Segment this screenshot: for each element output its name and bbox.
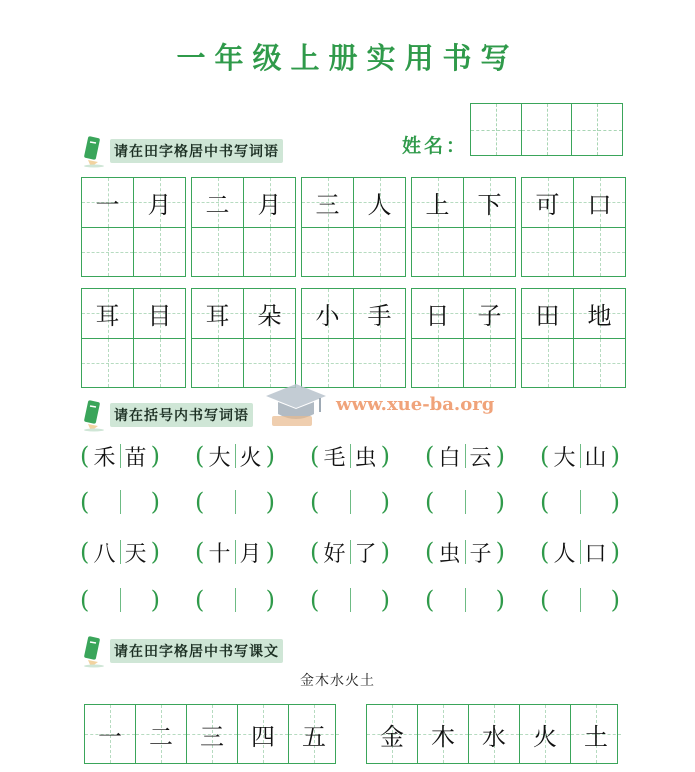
- close-paren: ): [495, 538, 505, 566]
- grid-character: 子: [477, 301, 502, 330]
- grid-character: 五: [302, 722, 326, 751]
- grid-cell: [353, 178, 405, 227]
- paren-blank[interactable]: [195, 584, 275, 616]
- word-box-writing-row[interactable]: [412, 227, 515, 277]
- word-box-printed-row: [412, 289, 515, 338]
- grid-cell[interactable]: [192, 228, 243, 277]
- word-box-printed-row: [302, 289, 405, 338]
- grid-cell: [186, 705, 237, 763]
- paren-word: [310, 536, 390, 568]
- grid-cell[interactable]: [192, 339, 243, 388]
- paren-content: [90, 537, 151, 568]
- grid-cell[interactable]: [133, 228, 185, 277]
- writing-strip-left: [84, 704, 336, 764]
- paren-word: [425, 440, 505, 472]
- paren-word: [80, 536, 160, 568]
- paren-content[interactable]: [435, 588, 496, 612]
- grid-cell: [135, 705, 186, 763]
- paren-blank-row-1: [80, 486, 620, 518]
- word-box: [81, 177, 186, 277]
- section-header-2: [82, 398, 253, 432]
- grid-cell[interactable]: [243, 228, 295, 277]
- paren-row-1: [80, 440, 620, 472]
- grid-cell[interactable]: [522, 339, 573, 388]
- word-box-row-1: [81, 177, 626, 277]
- grid-character: 木: [431, 722, 455, 751]
- word-box: [301, 177, 406, 277]
- paren-character: 山: [584, 445, 607, 471]
- word-box-writing-row[interactable]: [82, 338, 185, 388]
- grid-character: 耳: [95, 301, 120, 330]
- grid-cell: [85, 705, 135, 763]
- char-divider: [120, 588, 121, 612]
- paren-word: [540, 440, 620, 472]
- open-paren: (: [80, 442, 90, 470]
- close-paren: ): [150, 586, 160, 614]
- grid-character: 三: [200, 722, 224, 751]
- grid-character: 金: [380, 722, 404, 751]
- grid-character: 小: [315, 301, 340, 330]
- word-box-printed-row: [522, 178, 625, 227]
- word-box-printed-row: [412, 178, 515, 227]
- graduation-cap-icon: [264, 378, 328, 430]
- paren-content[interactable]: [90, 588, 151, 612]
- paren-word: [310, 440, 390, 472]
- paren-character: 口: [584, 541, 607, 567]
- word-box-writing-row[interactable]: [522, 227, 625, 277]
- open-paren: (: [195, 488, 205, 516]
- grid-character: 人: [367, 190, 392, 219]
- grid-cell: [288, 705, 339, 763]
- open-paren: (: [310, 538, 320, 566]
- word-box-printed-row: [82, 289, 185, 338]
- grid-character: 土: [584, 722, 608, 751]
- grid-cell: [417, 705, 468, 763]
- open-paren: (: [540, 538, 550, 566]
- paren-content: [435, 537, 496, 568]
- grid-character: 一: [95, 190, 120, 219]
- word-box: [301, 288, 406, 388]
- section-label: 请在田字格居中书写课文: [110, 639, 283, 663]
- paren-blank[interactable]: [310, 486, 390, 518]
- paren-character: 白: [438, 445, 461, 471]
- grid-cell: [570, 705, 621, 763]
- close-paren: ): [265, 538, 275, 566]
- paren-character: 了: [354, 541, 377, 567]
- grid-character: 四: [251, 722, 275, 751]
- word-box: [521, 288, 626, 388]
- grid-cell: [192, 178, 243, 227]
- text-caption: 金木水火土: [300, 673, 375, 689]
- word-box-printed-row: [192, 289, 295, 338]
- close-paren: ): [380, 488, 390, 516]
- paren-character: 禾: [93, 445, 116, 471]
- close-paren: ): [265, 488, 275, 516]
- char-divider: [235, 588, 236, 612]
- paren-blank[interactable]: [540, 584, 620, 616]
- paren-character: 虫: [354, 445, 377, 471]
- word-box: [81, 288, 186, 388]
- grid-cell: [192, 289, 243, 338]
- grid-character: 月: [147, 190, 172, 219]
- paren-blank[interactable]: [540, 486, 620, 518]
- open-paren: (: [80, 488, 90, 516]
- paren-character: 火: [239, 445, 262, 471]
- section-header-3: [82, 634, 283, 668]
- grid-cell[interactable]: [522, 228, 573, 277]
- writing-strip-right: [366, 704, 618, 764]
- close-paren: ): [610, 586, 620, 614]
- word-box-row-2: [81, 288, 626, 388]
- grid-cell: [519, 705, 570, 763]
- open-paren: (: [80, 586, 90, 614]
- open-paren: (: [540, 488, 550, 516]
- close-paren: ): [610, 538, 620, 566]
- char-divider: [235, 490, 236, 514]
- grid-character: 水: [482, 722, 506, 751]
- grid-cell: [412, 178, 463, 227]
- word-box: [411, 177, 516, 277]
- grid-cell[interactable]: [573, 228, 625, 277]
- open-paren: (: [195, 442, 205, 470]
- paren-content[interactable]: [90, 490, 151, 514]
- paren-character: 大: [553, 445, 576, 471]
- grid-cell: [243, 178, 295, 227]
- paren-content: [550, 441, 611, 472]
- grid-character: 田: [535, 301, 560, 330]
- name-cell[interactable]: [471, 104, 521, 155]
- open-paren: (: [540, 442, 550, 470]
- paren-content: [435, 441, 496, 472]
- paren-character: 月: [239, 541, 262, 567]
- open-paren: (: [540, 586, 550, 614]
- char-divider: [350, 588, 351, 612]
- paren-blank[interactable]: [425, 584, 505, 616]
- section-label: 请在括号内书写词语: [110, 403, 253, 427]
- open-paren: (: [195, 538, 205, 566]
- close-paren: ): [150, 442, 160, 470]
- grid-cell[interactable]: [353, 228, 405, 277]
- paren-content[interactable]: [320, 588, 381, 612]
- paren-content: [205, 537, 266, 568]
- paren-content: [550, 537, 611, 568]
- name-writing-grid[interactable]: [470, 103, 623, 156]
- close-paren: ): [265, 442, 275, 470]
- paren-content[interactable]: [205, 490, 266, 514]
- grid-character: 朵: [257, 301, 282, 330]
- name-cell[interactable]: [521, 104, 572, 155]
- grid-cell: [133, 289, 185, 338]
- page-title: 一年级上册实用书写: [176, 41, 519, 75]
- paren-character: 毛: [323, 445, 346, 471]
- grid-character: 可: [535, 190, 560, 219]
- close-paren: ): [380, 586, 390, 614]
- paren-character: 十: [208, 541, 231, 567]
- pencil-icon: [82, 398, 108, 432]
- open-paren: (: [80, 538, 90, 566]
- word-box-printed-row: [522, 289, 625, 338]
- open-paren: (: [425, 538, 435, 566]
- close-paren: ): [380, 538, 390, 566]
- grid-character: 月: [257, 190, 282, 219]
- grid-character: 火: [533, 722, 557, 751]
- pencil-icon: [82, 134, 108, 168]
- word-box-printed-row: [192, 178, 295, 227]
- paren-character: 云: [469, 445, 492, 471]
- grid-character: 二: [149, 722, 173, 751]
- grid-cell: [463, 289, 515, 338]
- paren-blank[interactable]: [195, 486, 275, 518]
- grid-character: 地: [587, 301, 612, 330]
- paren-character: 天: [124, 541, 147, 567]
- grid-cell[interactable]: [463, 228, 515, 277]
- pencil-icon: [82, 634, 108, 668]
- word-box-writing-row[interactable]: [192, 227, 295, 277]
- word-box: [191, 288, 296, 388]
- close-paren: ): [495, 442, 505, 470]
- paren-content[interactable]: [550, 588, 611, 612]
- open-paren: (: [425, 586, 435, 614]
- grid-cell: [82, 178, 133, 227]
- grid-cell: [302, 178, 353, 227]
- open-paren: (: [310, 488, 320, 516]
- paren-blank[interactable]: [310, 584, 390, 616]
- paren-blank-row-2: [80, 584, 620, 616]
- word-box: [521, 177, 626, 277]
- paren-content[interactable]: [435, 490, 496, 514]
- grid-character: 一: [98, 722, 122, 751]
- paren-content[interactable]: [205, 588, 266, 612]
- name-label: 姓名：: [402, 135, 469, 157]
- open-paren: (: [310, 586, 320, 614]
- grid-cell[interactable]: [133, 339, 185, 388]
- open-paren: (: [425, 488, 435, 516]
- word-box-writing-row[interactable]: [302, 227, 405, 277]
- watermark-text: www.xue-ba.org: [336, 393, 495, 415]
- grid-character: 上: [425, 190, 450, 219]
- word-box-printed-row: [302, 178, 405, 227]
- word-box-printed-row: [82, 178, 185, 227]
- paren-content: [320, 441, 381, 472]
- word-box: [411, 288, 516, 388]
- close-paren: ): [495, 586, 505, 614]
- paren-content[interactable]: [320, 490, 381, 514]
- grid-character: 二: [205, 190, 230, 219]
- char-divider: [580, 490, 581, 514]
- grid-cell: [237, 705, 288, 763]
- grid-cell[interactable]: [302, 228, 353, 277]
- grid-cell[interactable]: [82, 228, 133, 277]
- paren-content: [320, 537, 381, 568]
- paren-character: 大: [208, 445, 231, 471]
- close-paren: ): [265, 586, 275, 614]
- section-header-1: [82, 134, 283, 168]
- name-cell[interactable]: [571, 104, 622, 155]
- grid-character: 三: [315, 190, 340, 219]
- paren-blank[interactable]: [80, 486, 160, 518]
- close-paren: ): [150, 488, 160, 516]
- grid-cell: [412, 289, 463, 338]
- grid-cell: [243, 289, 295, 338]
- close-paren: ): [495, 488, 505, 516]
- close-paren: ): [610, 488, 620, 516]
- word-box-writing-row[interactable]: [522, 338, 625, 388]
- grid-character: 口: [587, 190, 612, 219]
- grid-cell: [367, 705, 417, 763]
- paren-word: [195, 536, 275, 568]
- paren-content: [205, 441, 266, 472]
- grid-cell: [463, 178, 515, 227]
- paren-character: 好: [323, 541, 346, 567]
- paren-word: [80, 440, 160, 472]
- word-box-writing-row[interactable]: [82, 227, 185, 277]
- grid-character: 下: [477, 190, 502, 219]
- paren-content[interactable]: [550, 490, 611, 514]
- grid-character: 手: [367, 301, 392, 330]
- grid-cell[interactable]: [412, 228, 463, 277]
- char-divider: [350, 490, 351, 514]
- paren-word: [540, 536, 620, 568]
- grid-character: 日: [425, 301, 450, 330]
- paren-character: 虫: [438, 541, 461, 567]
- paren-word: [195, 440, 275, 472]
- grid-cell: [522, 289, 573, 338]
- grid-cell: [302, 289, 353, 338]
- paren-character: 人: [553, 541, 576, 567]
- paren-blank[interactable]: [425, 486, 505, 518]
- grid-cell: [353, 289, 405, 338]
- close-paren: ): [150, 538, 160, 566]
- grid-cell: [573, 178, 625, 227]
- grid-cell[interactable]: [82, 339, 133, 388]
- grid-character: 耳: [205, 301, 230, 330]
- grid-cell: [82, 289, 133, 338]
- open-paren: (: [425, 442, 435, 470]
- grid-character: 目: [147, 301, 172, 330]
- char-divider: [465, 588, 466, 612]
- char-divider: [465, 490, 466, 514]
- paren-word: [425, 536, 505, 568]
- grid-cell: [133, 178, 185, 227]
- grid-cell: [573, 289, 625, 338]
- close-paren: ): [380, 442, 390, 470]
- close-paren: ): [610, 442, 620, 470]
- section-label: 请在田字格居中书写词语: [110, 139, 283, 163]
- grid-cell[interactable]: [573, 339, 625, 388]
- paren-row-2: [80, 536, 620, 568]
- watermark: [264, 378, 494, 430]
- open-paren: (: [310, 442, 320, 470]
- char-divider: [580, 588, 581, 612]
- paren-content: [90, 441, 151, 472]
- paren-blank[interactable]: [80, 584, 160, 616]
- open-paren: (: [195, 586, 205, 614]
- paren-character: 子: [469, 541, 492, 567]
- char-divider: [120, 490, 121, 514]
- grid-cell: [468, 705, 519, 763]
- grid-cell: [522, 178, 573, 227]
- paren-character: 苗: [124, 445, 147, 471]
- word-box: [191, 177, 296, 277]
- paren-character: 八: [93, 541, 116, 567]
